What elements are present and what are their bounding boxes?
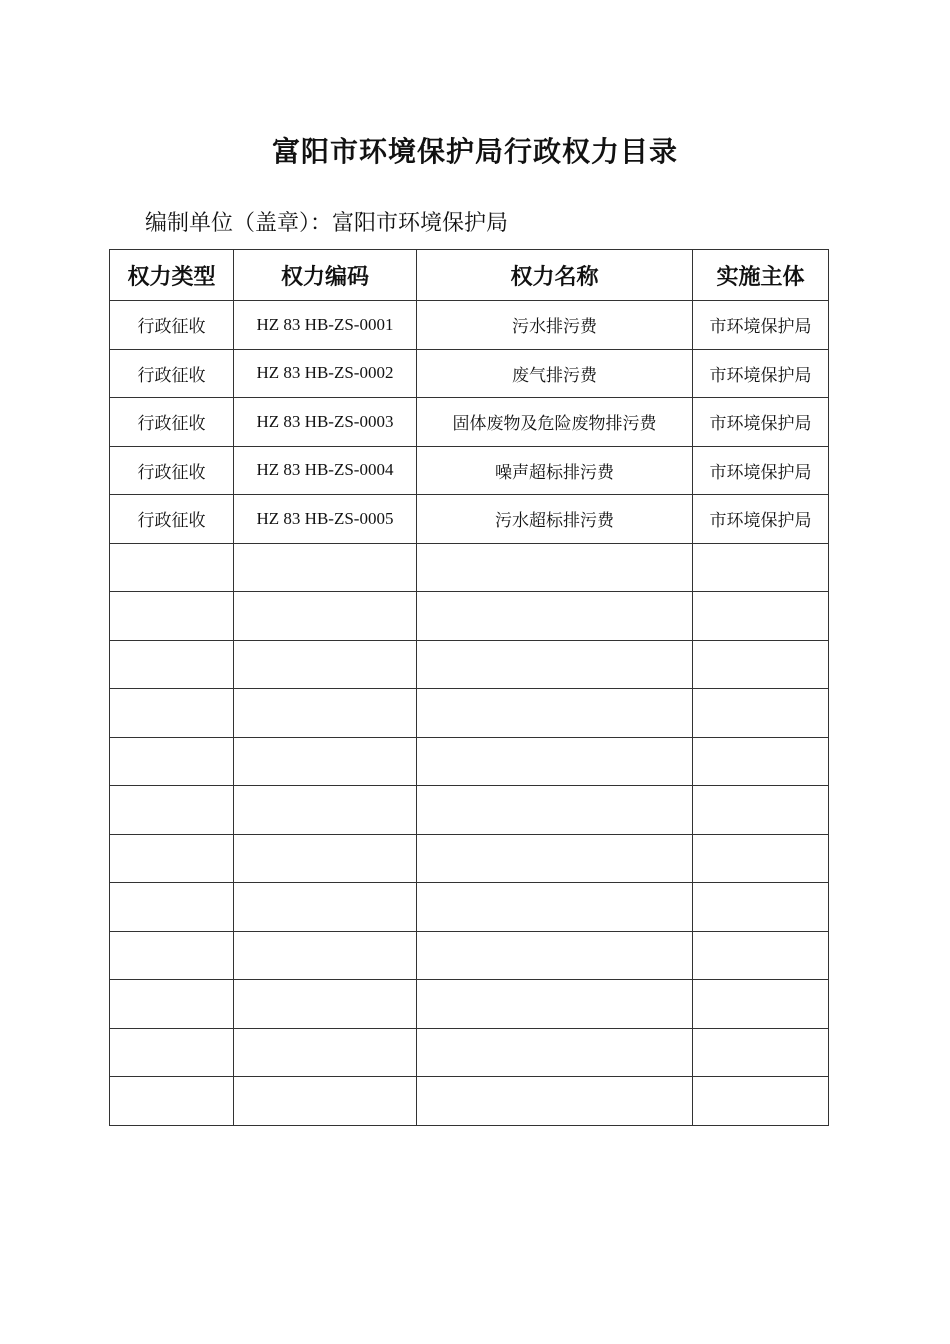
table-row [110, 495, 829, 544]
empty-cell [234, 931, 417, 980]
empty-table-row [110, 640, 829, 689]
empty-cell [110, 640, 234, 689]
cell-power-code: HZ 83 HB-ZS-0003 [234, 398, 417, 447]
empty-cell [110, 689, 234, 738]
cell-power-name: 污水超标排污费 [417, 495, 693, 544]
empty-cell [693, 980, 829, 1029]
cell-power-code: HZ 83 HB-ZS-0004 [234, 446, 417, 495]
header-power-type: 权力类型 [110, 250, 234, 301]
cell-implementing-body: 市环境保护局 [693, 495, 829, 544]
empty-table-row [110, 980, 829, 1029]
empty-cell [234, 1028, 417, 1077]
empty-cell [417, 1077, 693, 1126]
empty-cell [693, 640, 829, 689]
cell-power-type: 行政征收 [110, 349, 234, 398]
empty-cell [417, 689, 693, 738]
cell-power-type: 行政征收 [110, 398, 234, 447]
empty-cell [234, 1077, 417, 1126]
compiler-line [145, 206, 508, 242]
document-title: 富阳市环境保护局行政权力目录 [271, 135, 678, 168]
empty-cell [234, 543, 417, 592]
cell-power-type: 行政征收 [110, 301, 234, 350]
cell-power-code: HZ 83 HB-ZS-0002 [234, 349, 417, 398]
cell-power-name: 噪声超标排污费 [417, 446, 693, 495]
empty-cell [693, 543, 829, 592]
empty-cell [417, 640, 693, 689]
empty-cell [110, 592, 234, 641]
empty-cell [234, 980, 417, 1029]
empty-table-row [110, 543, 829, 592]
empty-cell [417, 931, 693, 980]
empty-cell [110, 543, 234, 592]
empty-cell [417, 883, 693, 932]
empty-cell [417, 543, 693, 592]
table-row [110, 349, 829, 398]
compiler-label: 编制单位（盖章）： [145, 211, 333, 236]
empty-cell [234, 737, 417, 786]
table-row [110, 301, 829, 350]
empty-cell [234, 640, 417, 689]
empty-table-row [110, 883, 829, 932]
empty-table-row [110, 1028, 829, 1077]
header-implementing-body: 实施主体 [693, 250, 829, 301]
empty-cell [693, 737, 829, 786]
empty-cell [417, 592, 693, 641]
cell-power-type: 行政征收 [110, 446, 234, 495]
empty-table-row [110, 786, 829, 835]
cell-implementing-body: 市环境保护局 [693, 398, 829, 447]
empty-cell [110, 883, 234, 932]
empty-cell [234, 786, 417, 835]
empty-cell [110, 1077, 234, 1126]
empty-cell [693, 592, 829, 641]
empty-cell [110, 786, 234, 835]
empty-cell [417, 1028, 693, 1077]
table-row [110, 398, 829, 447]
empty-cell [693, 883, 829, 932]
empty-cell [693, 834, 829, 883]
empty-cell [693, 786, 829, 835]
table-row [110, 446, 829, 495]
empty-table-row [110, 592, 829, 641]
header-power-name: 权力名称 [417, 250, 693, 301]
cell-implementing-body: 市环境保护局 [693, 446, 829, 495]
empty-cell [110, 737, 234, 786]
empty-cell [417, 834, 693, 883]
cell-power-code: HZ 83 HB-ZS-0005 [234, 495, 417, 544]
empty-cell [417, 737, 693, 786]
empty-cell [417, 980, 693, 1029]
cell-power-name: 废气排污费 [417, 349, 693, 398]
empty-cell [110, 980, 234, 1029]
cell-implementing-body: 市环境保护局 [693, 349, 829, 398]
empty-cell [234, 592, 417, 641]
empty-cell [693, 931, 829, 980]
empty-cell [234, 689, 417, 738]
empty-table-row [110, 834, 829, 883]
empty-cell [417, 786, 693, 835]
cell-power-name: 固体废物及危险废物排污费 [417, 398, 693, 447]
cell-power-type: 行政征收 [110, 495, 234, 544]
empty-cell [110, 1028, 234, 1077]
empty-cell [110, 931, 234, 980]
empty-cell [693, 1028, 829, 1077]
cell-power-code: HZ 83 HB-ZS-0001 [234, 301, 417, 350]
empty-cell [693, 689, 829, 738]
empty-table-row [110, 1077, 829, 1126]
empty-cell [110, 834, 234, 883]
empty-table-row [110, 689, 829, 738]
cell-power-name: 污水排污费 [417, 301, 693, 350]
power-catalog-table [109, 249, 829, 1126]
empty-table-row [110, 737, 829, 786]
empty-rows-group [110, 543, 829, 1125]
empty-cell [693, 1077, 829, 1126]
header-power-code: 权力编码 [234, 250, 417, 301]
compiler-value: 富阳市环境保护局 [332, 211, 509, 236]
cell-implementing-body: 市环境保护局 [693, 301, 829, 350]
empty-cell [234, 883, 417, 932]
empty-table-row [110, 931, 829, 980]
table-header-row [110, 250, 829, 301]
empty-cell [234, 834, 417, 883]
